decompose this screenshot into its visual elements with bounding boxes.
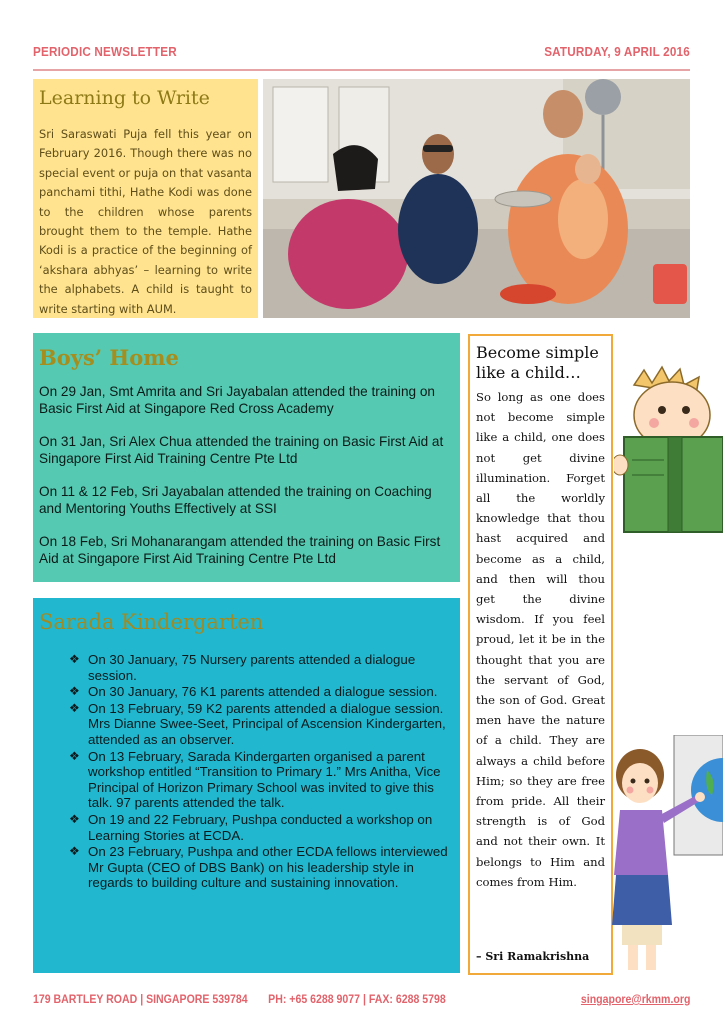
issue-date: SATURDAY, 9 APRIL 2016 [544, 44, 690, 59]
quote-title: Become simple like a child… [476, 343, 599, 382]
kindergarten-title: Sarada Kindergarten [39, 610, 264, 634]
diamond-bullet-icon: ❖ [69, 748, 80, 763]
diamond-bullet-icon: ❖ [69, 700, 80, 715]
hathe-kodi-photo [263, 79, 690, 318]
boys-home-paragraph: On 11 & 12 Feb, Sri Jayabalan attended the training on Coaching and Mentoring Youths Effectively at SSI [39, 484, 432, 516]
list-item: ❖ On 13 February, 59 K2 parents attended a dialogue session. Mrs Dianne Swee-Seet, Principal of Ascension Kindergarten, attended as an observer. [69, 700, 446, 747]
kindergarten-section [33, 598, 460, 973]
list-item: ❖ On 13 February, Sarada Kindergarten organised a parent workshop entitled “Transition to Primary 1.” Mrs Anitha, Vice Principal of Horizon Primary School was invited to give this talk. 97 parents attended the talk. [69, 748, 441, 811]
list-item: ❖ On 30 January, 75 Nursery parents attended a dialogue session. [69, 652, 416, 683]
boys-home-paragraph: On 31 Jan, Sri Alex Chua attended the training on Basic First Aid at Singapore First Aid Training Centre Pte Ltd [39, 434, 444, 466]
diamond-bullet-icon: ❖ [69, 811, 80, 826]
newsletter-label: PERIODIC NEWSLETTER [33, 44, 177, 59]
boys-home-section [33, 333, 460, 582]
diamond-bullet-icon: ❖ [69, 684, 80, 699]
diamond-bullet-icon: ❖ [69, 844, 80, 859]
learning-title: Learning to Write [39, 87, 210, 109]
diamond-bullet-icon: ❖ [69, 652, 80, 666]
boys-home-paragraph: On 29 Jan, Smt Amrita and Sri Jayabalan attended the training on Basic First Aid at Singapore Red Cross Academy [39, 384, 435, 416]
footer-address: 179 BARTLEY ROAD | SINGAPORE 539784 [33, 992, 248, 1006]
list-item: ❖ On 30 January, 76 K1 parents attended a dialogue session. [69, 684, 438, 700]
list-item: ❖ On 23 February, Pushpa and other ECDA fellows interviewed Mr Gupta (CEO of DBS Bank) on his leadership style in regards to building culture and sustaining innovation. [69, 844, 448, 891]
quote-author: – Sri Ramakrishna [476, 950, 590, 963]
quote-body: So long as one does not become simple like a child, one does not get divine illumination. Forget all the worldly knowledge that thou hast acquired and become as a child, and then will thou get the divine wisdom. If you feel proud, let it be in the thought that you are the servant of God, the son of God. Great men have the nature of a child. They are always a child before Him; so they are free from pride. All their strength is of God and not their own. It belongs to Him and comes from Him. [476, 390, 605, 889]
learning-section [33, 79, 258, 318]
boys-home-paragraph: On 18 Feb, Sri Mohanarangam attended the training on Basic First Aid at Singapore First Aid Training Centre Pte Ltd [39, 534, 441, 566]
footer-phone: PH: +65 6288 9077 | FAX: 6288 5798 [268, 992, 446, 1006]
boy-reading-clipart [614, 365, 723, 540]
kindergarten-list [39, 652, 454, 891]
footer-contact [33, 992, 446, 1006]
photo-illustration [263, 79, 690, 318]
learning-body: Sri Saraswati Puja fell this year on February 2016. Though there was no special event or puja on that vasanta panchami tithi, Hathe Kodi was done to the children whose parents brought them to the temple. Hathe Kodi is a practice of the beginning of ‘akshara abhyas’ – learning to write the alphabets. A child is taught to write starting with AUM. [39, 127, 252, 316]
boys-home-title: Boys’ Home [39, 345, 179, 370]
quote-sidebar [468, 334, 613, 975]
header-divider [33, 69, 690, 71]
list-item: ❖ On 19 and 22 February, Pushpa conducted a workshop on Learning Stories at ECDA. [69, 811, 433, 843]
footer-email-link[interactable]: singapore@rkmm.org [580, 992, 690, 1006]
teacher-clipart [612, 735, 723, 977]
